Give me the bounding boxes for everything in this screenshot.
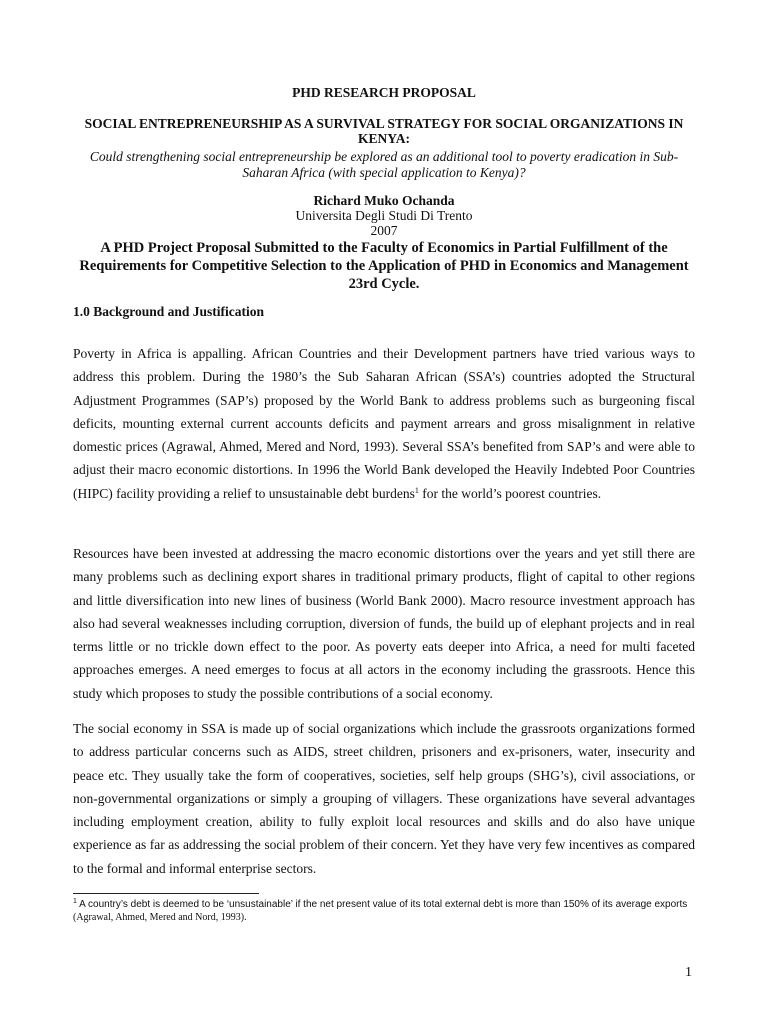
paragraph-1 (73, 342, 695, 505)
author-name: Richard Muko Ochanda (313, 193, 455, 208)
proposal-title: SOCIAL ENTREPRENEURSHIP AS A SURVIVAL STRATEGY FOR SOCIAL ORGANIZATIONS IN KENYA: (84, 116, 684, 146)
footnote-reference[interactable]: 1 (414, 485, 419, 495)
footnote-citation: (Agrawal, Ahmed, Mered and Nord, 1993). (73, 912, 247, 923)
paragraph-1-text-end: for the world’s poorest countries. (418, 485, 602, 501)
submission-statement: A PHD Project Proposal Submitted to the Faculty of Economics in Partial Fulfillment of the Requirements for Competitive Selection to the Application of PHD in Economics and Management 23rd Cycle. (79, 240, 689, 292)
section-heading: 1.0 Background and Justification (73, 304, 265, 319)
footnote-divider (73, 893, 259, 894)
page-number: 1 (685, 965, 692, 980)
paragraph-2: Resources have been invested at addressing the macro economic distortions over the years and yet still there are many problems such as declining export shares in traditional primary products, flight of capital to other regions and little diversification into new lines of business (World Bank 2000). Macro resource investment approach has also had several weaknesses including corruption, diversion of funds, the build up of elephant projects and in real terms little or no trickle down effect to the poor. As poverty eats deeper into Africa, a need for multi faceted approaches emerges. A need emerges to focus at all actors in the economy including the grassroots. Hence this study which proposes to study the possible contributions of a social economy. (73, 546, 695, 701)
author-affiliation: Universita Degli Studi Di Trento (295, 208, 473, 223)
footnote (73, 898, 695, 924)
proposal-subtitle: Could strengthening social entrepreneurship be explored as an additional tool to poverty eradication in Sub-Saharan Africa (with special application to Kenya)? (89, 149, 679, 180)
header-label: PHD RESEARCH PROPOSAL (292, 85, 476, 100)
paragraph-3: The social economy in SSA is made up of social organizations which include the grassroots organizations formed to address particular concerns such as AIDS, street children, prisoners and ex-prisoners, water, insecurity and peace etc. They usually take the form of cooperatives, societies, self help groups (SHG’s), civil associations, or non-governmental organizations or simply a grouping of villagers. These organizations have several advantages including employment creation, ability to fully exploit local resources and skills and do also have unique experience as far as addressing the social problem of their concern. Yet they have very few incentives as compared to the formal and informal enterprise sectors. (73, 721, 695, 876)
footnote-marker: 1 (73, 898, 77, 905)
paragraph-1-text: Poverty in Africa is appalling. African Countries and their Development partners have tried various ways to address this problem. During the 1980’s the Sub Saharan African (SSA’s) countries adopted the Structural Adjustment Programmes (SAP’s) proposed by the World Bank to address problems such as burgeoning fiscal deficits, mounting external current accounts deficits and payment arrears and gross misalignment in relative domestic prices (Agrawal, Ahmed, Mered and Nord, 1993). Several SSA’s benefited from SAP’s and were able to adjust their macro economic distortions. In 1996 the World Bank developed the Heavily Indebted Poor Countries (HIPC) facility providing a relief to unsustainable debt burdens (73, 346, 695, 501)
publication-year: 2007 (370, 223, 398, 238)
footnote-text: A country’s debt is deemed to be ‘unsustainable’ if the net present value of its total external debt is more than 150% of its average exports (76, 899, 688, 910)
